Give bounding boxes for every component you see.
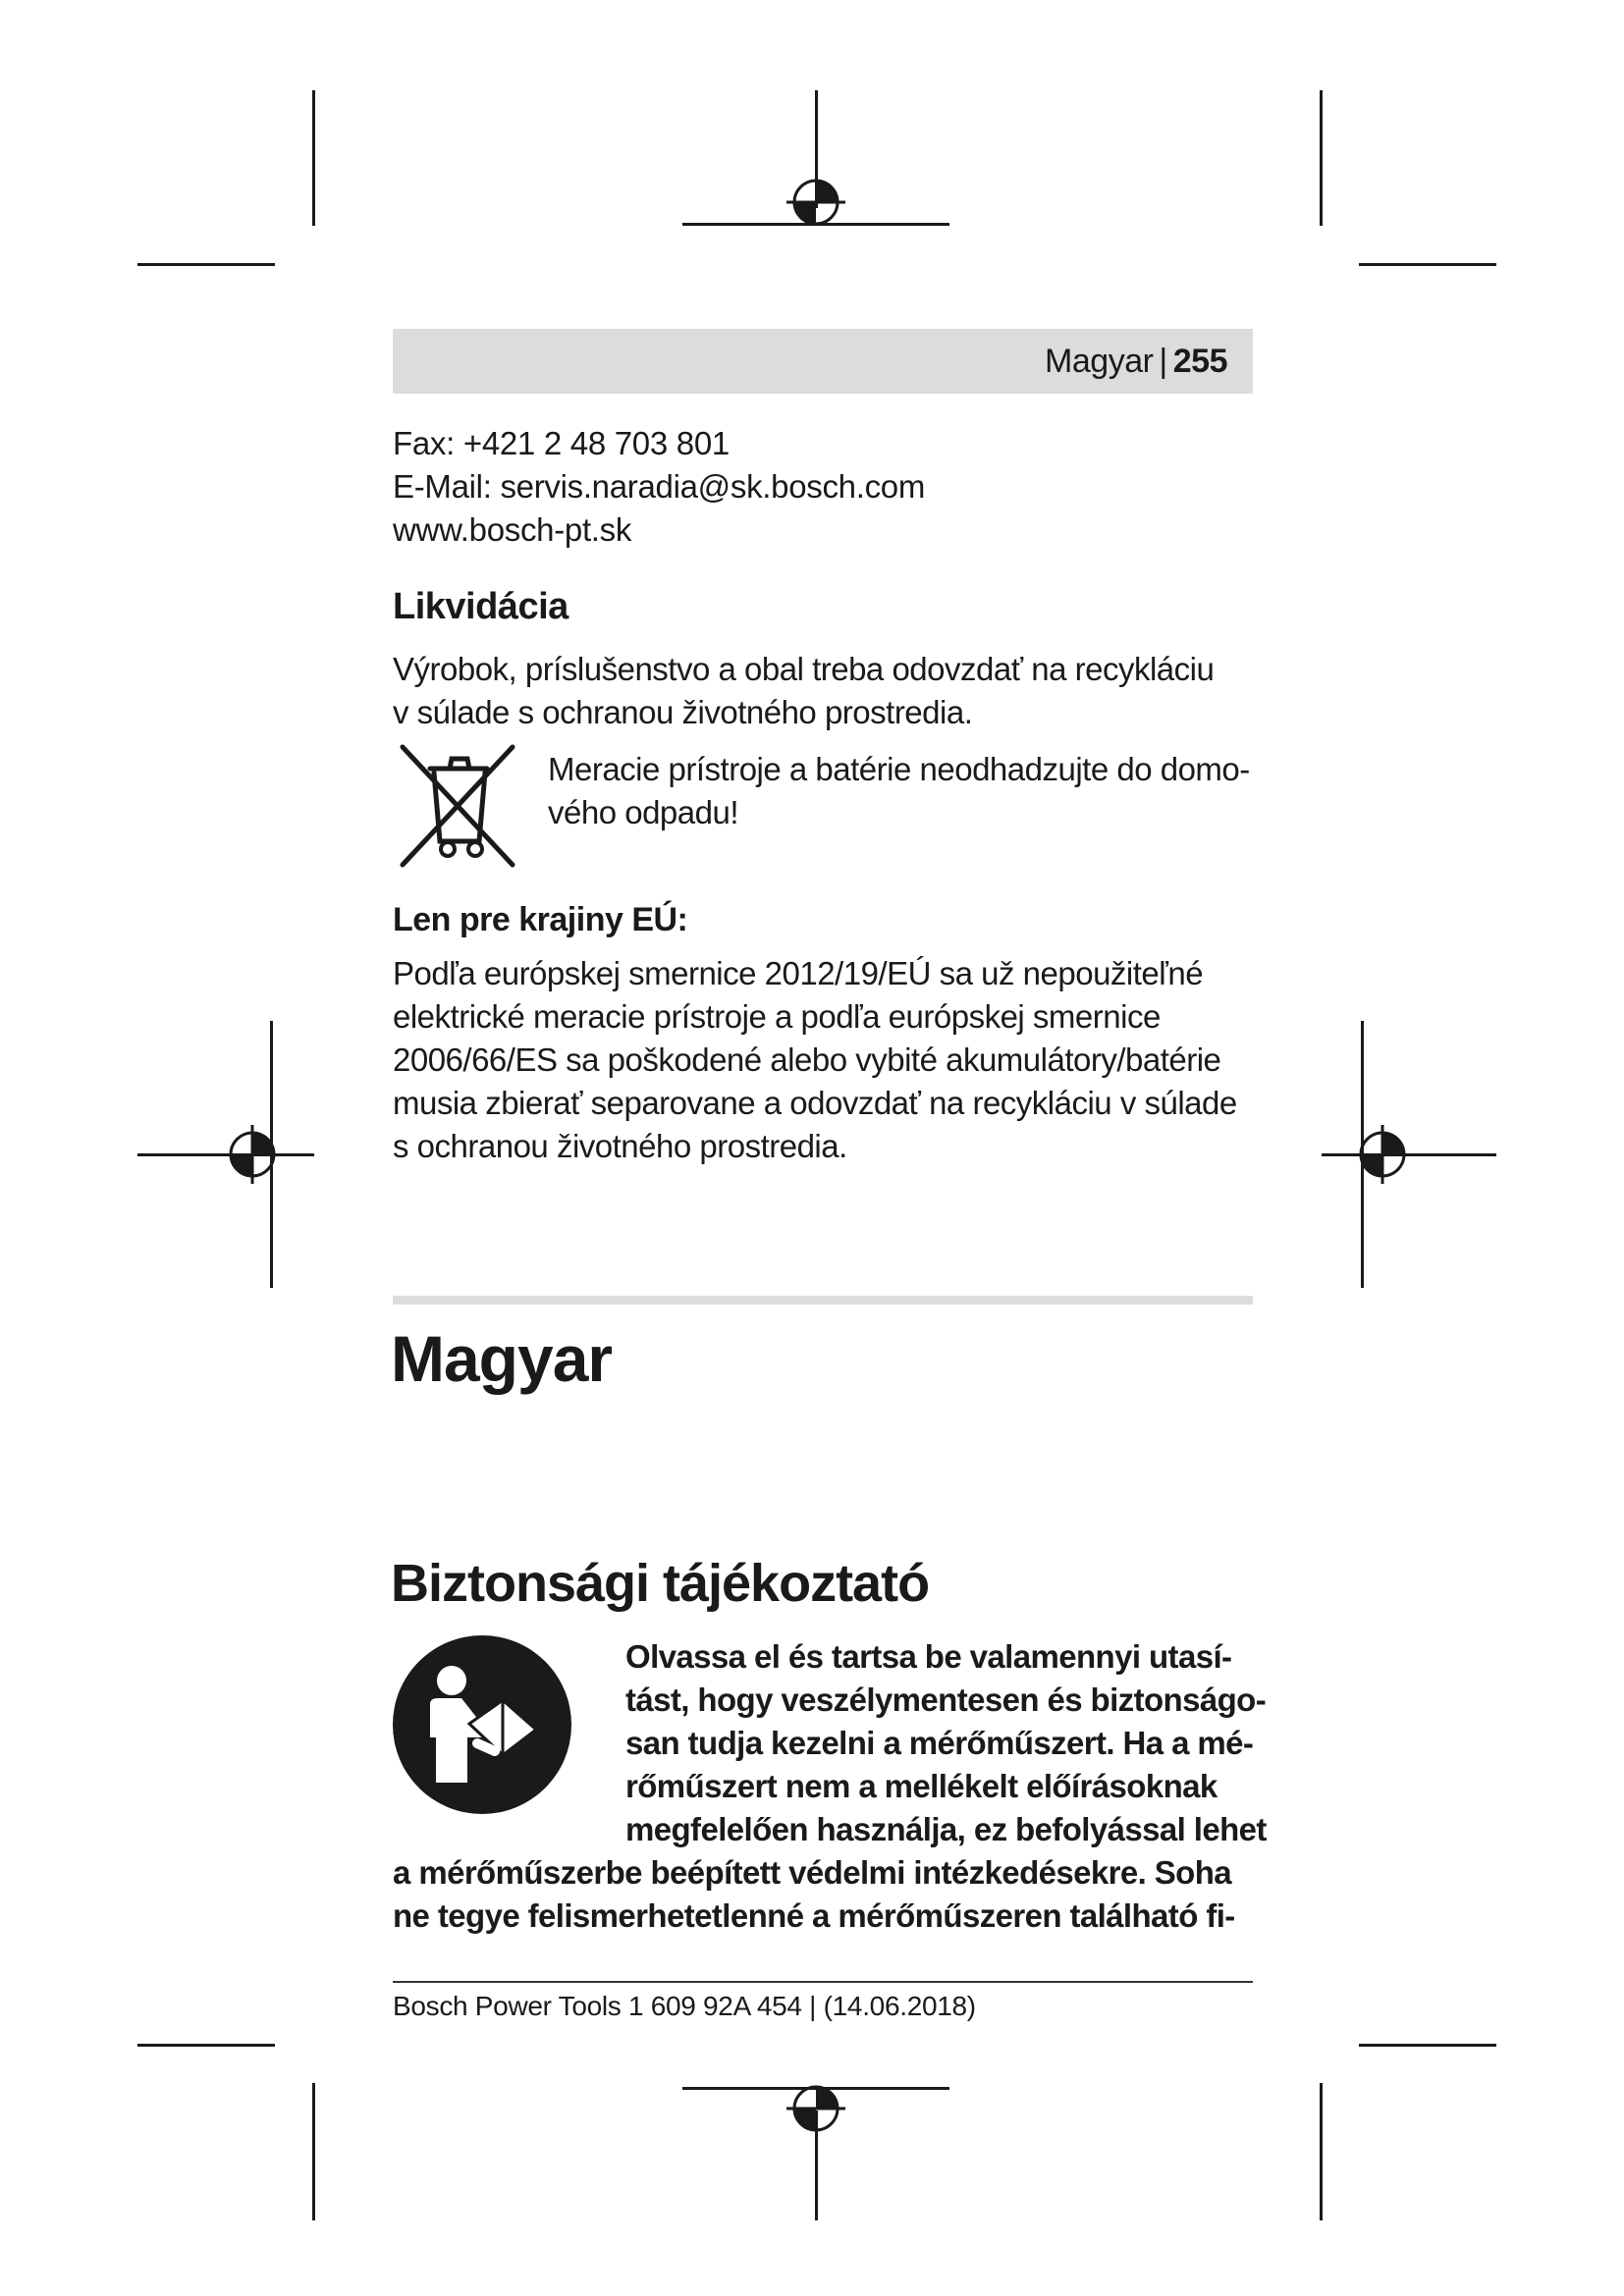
- read-manual-icon: [393, 1635, 571, 1814]
- text-line: s ochranou životného prostredia.: [393, 1128, 847, 1164]
- crop-mark: [1320, 90, 1323, 226]
- text-line: megfelelően használja, ez befolyással lehet: [625, 1811, 1267, 1847]
- page-number: 255: [1172, 342, 1227, 380]
- text-line: Výrobok, príslušenstvo a obal treba odovzdať na recykláciu: [393, 651, 1215, 687]
- text-line: vého odpadu!: [548, 794, 739, 830]
- eu-only-heading: Len pre krajiny EÚ:: [393, 901, 688, 938]
- text-line: a mérőműszerbe beépített védelmi intézkedésekre. Soha: [393, 1854, 1232, 1891]
- fax-line: Fax: +421 2 48 703 801: [393, 425, 730, 461]
- crop-mark: [1320, 2083, 1323, 2220]
- text-line: v súlade s ochranou životného prostredia.: [393, 694, 973, 730]
- text-line: ne tegye felismerhetetlenné a mérőműszeren található fi-: [393, 1897, 1235, 1934]
- safety-heading: Biztonsági tájékoztató: [391, 1554, 930, 1613]
- crop-mark: [815, 2110, 818, 2220]
- email-line: E-Mail: servis.naradia@sk.bosch.com: [393, 468, 926, 505]
- crossed-out-wheelie-bin-icon: [397, 743, 518, 869]
- text-line: rőműszert nem a mellékelt előírásoknak: [625, 1768, 1218, 1804]
- safety-text-wrapped: [625, 1635, 1267, 1851]
- text-line: musia zbierať separovane a odovzdať na recykláciu v súlade: [393, 1085, 1237, 1121]
- website-line: www.bosch-pt.sk: [393, 511, 632, 548]
- disposal-heading: Likvidácia: [393, 586, 568, 627]
- crop-mark: [137, 2044, 275, 2047]
- text-line: elektrické meracie prístroje a podľa európskej smernice: [393, 998, 1161, 1035]
- crop-mark: [312, 2083, 315, 2220]
- crop-mark: [1359, 2044, 1496, 2047]
- section-divider: [393, 1296, 1253, 1305]
- disposal-intro: [393, 648, 1253, 734]
- contact-block: [393, 422, 1253, 552]
- text-line: Meracie prístroje a batérie neodhadzujte do domo-: [548, 751, 1250, 787]
- header-separator: |: [1159, 342, 1167, 380]
- crop-mark: [312, 90, 315, 226]
- crop-mark: [815, 90, 818, 208]
- footer-imprint: Bosch Power Tools 1 609 92A 454 | (14.06.2018): [393, 1991, 976, 2021]
- text-line: tást, hogy veszélymentesen és biztonságo-: [625, 1682, 1267, 1718]
- header-section-name: Magyar: [1045, 342, 1154, 380]
- safety-text-full: [393, 1851, 1253, 1938]
- text-line: san tudja kezelni a mérőműszert. Ha a mé-: [625, 1725, 1254, 1761]
- language-title: Magyar: [391, 1322, 613, 1395]
- registration-mark-icon: [1353, 1125, 1412, 1184]
- text-line: Podľa európskej smernice 2012/19/EÚ sa už nepoužiteľné: [393, 955, 1204, 991]
- footer-divider: [393, 1981, 1253, 1983]
- running-header: [393, 329, 1253, 394]
- crop-mark: [137, 263, 275, 266]
- text-line: 2006/66/ES sa poškodené alebo vybité akumulátory/batérie: [393, 1041, 1221, 1078]
- registration-mark-icon: [223, 1125, 282, 1184]
- text-line: Olvassa el és tartsa be valamennyi utasí-: [625, 1638, 1232, 1675]
- crop-mark: [1359, 263, 1496, 266]
- eu-directive-text: [393, 952, 1253, 1168]
- weee-note: [548, 748, 1253, 834]
